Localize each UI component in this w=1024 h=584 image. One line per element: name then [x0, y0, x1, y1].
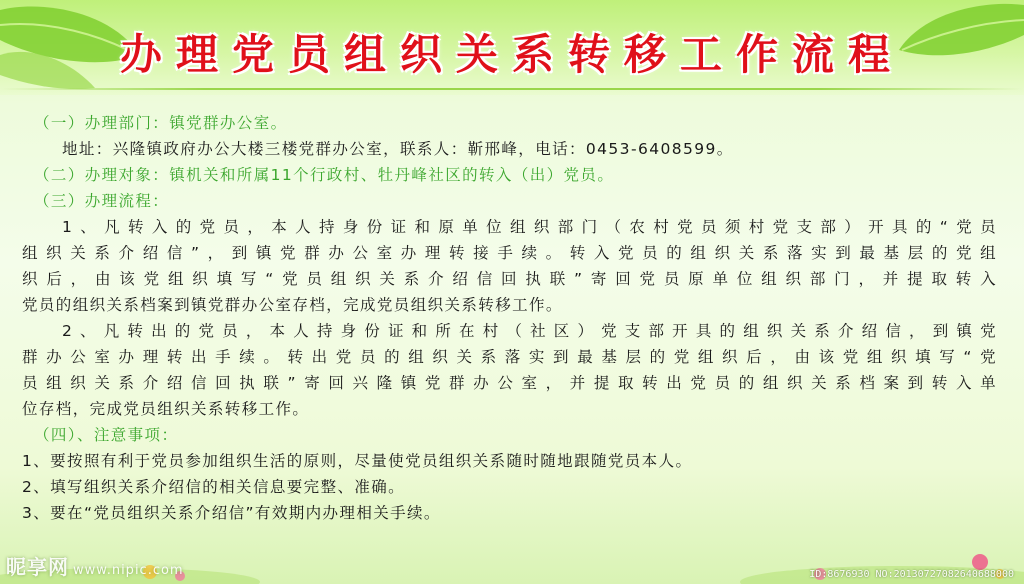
step1-line: 党员的组织关系档案到镇党群办公室存档，完成党员组织关系转移工作。 — [22, 296, 563, 314]
notice-item: 1、要按照有利于党员参加组织生活的原则，尽量使党员组织关系随时随地跟随党员本人。 — [22, 452, 693, 470]
section4-heading: （四）、注意事项： — [34, 426, 179, 444]
section1-heading: （一）办理部门：镇党群办公室。 — [34, 114, 288, 132]
notice-item: 3、要在“党员组织关系介绍信”有效期内办理相关手续。 — [22, 504, 441, 522]
section2-heading: （二）办理对象：镇机关和所属11个行政村、牡丹峰社区的转入（出）党员。 — [34, 166, 615, 184]
section3-heading: （三）办理流程： — [34, 192, 170, 210]
step2-line: 2、凡转出的党员，本人持身份证和所在村（社区）党支部开具的组织关系介绍信，到镇党 — [62, 322, 997, 340]
notice-item: 2、填写组织关系介绍信的相关信息要完整、准确。 — [22, 478, 406, 496]
step2-line: 位存档，完成党员组织关系转移工作。 — [22, 400, 310, 418]
page-title: 办理党员组织关系转移工作流程 — [119, 30, 904, 79]
step2-line: 群办公室办理转出手续。转出党员的组织关系落实到最基层的党组织后，由该党组织填写“党 — [22, 348, 997, 366]
section1-address: 地址：兴隆镇政府办公大楼三楼党群办公室，联系人：靳邢峰，电话：0453-6408599。 — [62, 140, 734, 158]
watermark-id: ID:8676930 NO:20130727082640688000 — [809, 569, 1014, 580]
content-body — [22, 110, 997, 526]
step1-line: 织后，由该党组织填写“党员组织关系介绍信回执联”寄回党员原单位组织部门，并提取转入 — [22, 270, 997, 288]
watermark-brand: 昵享网 www.nipic.com — [6, 555, 184, 579]
header-divider — [0, 88, 1024, 90]
step1-line: 组织关系介绍信”，到镇党群办公室办理转接手续。转入党员的组织关系落实到最基层的党组 — [22, 244, 997, 262]
step2-line: 员组织关系介绍信回执联”寄回兴隆镇党群办公室，并提取转出党员的组织关系档案到转入单 — [22, 374, 997, 392]
step1-line: 1、凡转入的党员，本人持身份证和原单位组织部门（农村党员须村党支部）开具的“党员 — [62, 218, 997, 236]
